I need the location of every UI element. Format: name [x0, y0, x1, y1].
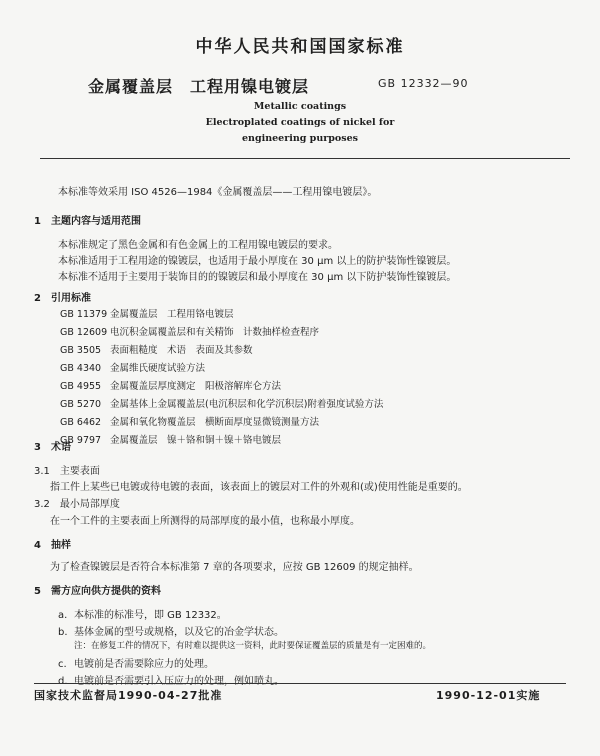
standard-title: 金属覆盖层 工程用镍电镀层: [88, 77, 310, 96]
list-item-text: 基体金属的型号或规格，以及它的冶金学状态。: [74, 627, 284, 638]
english-title-line-3: engineering purposes: [242, 133, 358, 144]
english-title-line-1: Metallic coatings: [253, 101, 347, 112]
approval-date: 国家技术监督局1990-04-27批准: [34, 689, 223, 702]
reference-item: [60, 414, 319, 428]
reference-title: 金属维氏硬度试验方法: [110, 363, 206, 374]
list-item: [58, 655, 214, 670]
reference-title: 金属基体上金属覆盖层(电沉积层和化学沉积层)附着强度试验方法: [110, 399, 384, 410]
term-3-1-heading: 3.1 主要表面: [34, 466, 100, 477]
section-1-para: 本标准适用于工程用途的镍镀层，也适用于最小厚度在 30 μm 以上的防护装饰性镍镀层。: [58, 256, 457, 267]
list-item-text: 电镀前是否需要除应力的处理。: [74, 659, 214, 670]
section-3-heading: 3 术语: [34, 442, 71, 453]
reference-code: GB 4955: [60, 381, 102, 392]
reference-code: GB 5270: [60, 399, 102, 410]
reference-title: 电沉积金属覆盖层和有关精饰 计数抽样检查程序: [110, 327, 320, 338]
header-divider: [40, 158, 570, 159]
list-item: [58, 623, 284, 638]
section-5-heading: 5 需方应向供方提供的资料: [34, 586, 161, 597]
english-title-line-2: Electroplated coatings of nickel for: [205, 117, 395, 128]
list-item-label: d.: [58, 676, 68, 687]
list-item-label: a.: [58, 610, 68, 621]
reference-code: GB 12609: [60, 327, 108, 338]
term-3-1-definition: 指工件上某些已电镀或待电镀的表面，该表面上的镀层对工件的外观和(或)使用性能是重要的。: [50, 482, 468, 493]
reference-item: [60, 342, 253, 356]
section-2-heading: 2 引用标准: [34, 293, 91, 304]
section-1-para: 本标准规定了黑色金属和有色金属上的工程用镍电镀层的要求。: [58, 240, 338, 251]
reference-item: [60, 306, 234, 320]
reference-title: 表面粗糙度 术语 表面及其参数: [110, 345, 253, 356]
national-standard-heading: 中华人民共和国国家标准: [195, 37, 405, 57]
term-3-2-heading: 3.2 最小局部厚度: [34, 499, 120, 510]
effective-date: 1990-12-01实施: [436, 689, 541, 702]
term-3-2-definition: 在一个工件的主要表面上所测得的局部厚度的最小值，也称最小厚度。: [50, 516, 360, 527]
list-item-label: c.: [58, 659, 67, 670]
reference-title: 金属覆盖层 工程用铬电镀层: [110, 309, 234, 320]
note-text: 注：在修复工件的情况下，有时难以提供这一资料，此时要保证覆盖层的质量是有一定困难的。: [74, 641, 432, 651]
reference-title: 金属覆盖层厚度测定 阳极溶解库仑方法: [110, 381, 282, 392]
reference-title: 金属和氧化物覆盖层 横断面厚度显微镜测量方法: [110, 417, 320, 428]
reference-code: GB 11379: [60, 309, 108, 320]
list-item: [58, 672, 284, 687]
reference-item: [60, 396, 383, 410]
reference-item: [60, 378, 281, 392]
footer-divider: [34, 683, 566, 684]
list-item-text: 电镀前是否需要引入压应力的处理，例如喷丸。: [74, 676, 284, 687]
reference-code: GB 6462: [60, 417, 102, 428]
reference-code: GB 4340: [60, 363, 102, 374]
reference-title: 金属覆盖层 镍＋铬和铜＋镍＋铬电镀层: [110, 435, 282, 446]
reference-item: [60, 360, 205, 374]
reference-code: GB 3505: [60, 345, 102, 356]
intro-paragraph: 本标准等效采用 ISO 4526—1984《金属覆盖层——工程用镍电镀层》。: [58, 187, 378, 198]
list-item-label: b.: [58, 627, 68, 638]
list-item: [58, 606, 227, 621]
reference-item: [60, 432, 281, 446]
section-1-heading: 1 主题内容与适用范围: [34, 216, 141, 227]
section-4-heading: 4 抽样: [34, 540, 71, 551]
standard-number: GB 12332—90: [378, 77, 469, 90]
reference-item: [60, 324, 319, 338]
reference-code: GB 9797: [60, 435, 102, 446]
list-item-text: 本标准的标准号，即 GB 12332。: [74, 610, 227, 621]
section-4-body: 为了检查镍镀层是否符合本标准第 7 章的各项要求，应按 GB 12609 的规定抽样。: [50, 562, 419, 573]
section-1-para: 本标准不适用于主要用于装饰目的的镍镀层和最小厚度在 30 μm 以下防护装饰性镍镀层。: [58, 272, 457, 283]
